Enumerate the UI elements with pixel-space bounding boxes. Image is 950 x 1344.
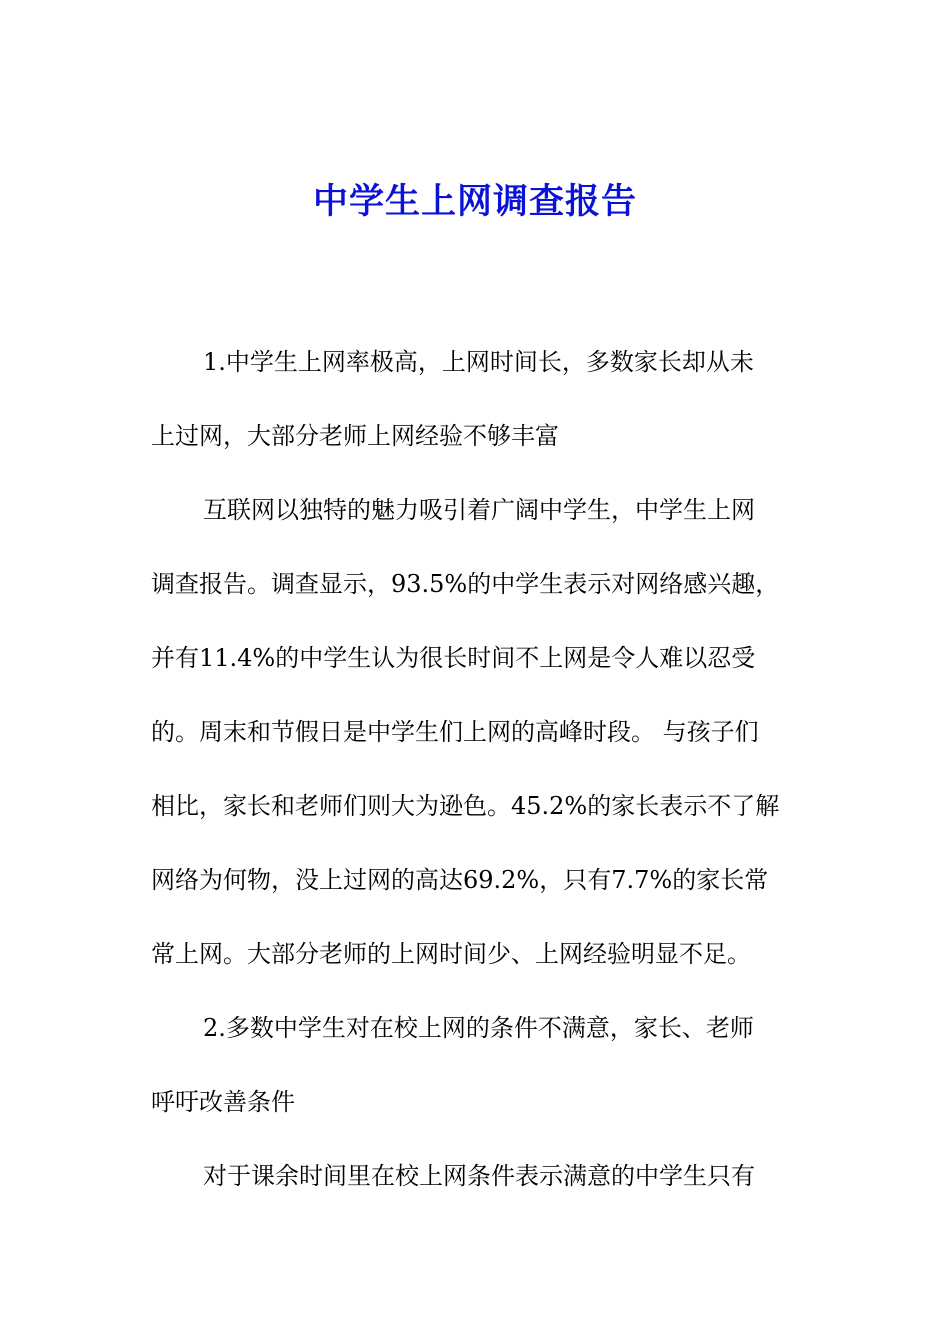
paragraph-line: 2.多数中学生对在校上网的条件不满意，家长、老师 — [203, 1014, 754, 1042]
paragraph-line: 网络为何物，没上过网的高达69.2%，只有7.7%的家长常 — [151, 866, 769, 894]
paragraph-line: 互联网以独特的魅力吸引着广阔中学生，中学生上网 — [203, 496, 755, 524]
paragraph-line: 的。周末和节假日是中学生们上网的高峰时段。 与孩子们 — [151, 718, 759, 746]
paragraph-line: 对于课余时间里在校上网条件表示满意的中学生只有 — [203, 1162, 755, 1190]
paragraph-line: 常上网。大部分老师的上网时间少、上网经验明显不足。 — [151, 940, 751, 968]
paragraph-line: 相比，家长和老师们则大为逊色。45.2%的家长表示不了解 — [151, 792, 780, 820]
paragraph-3 — [151, 991, 811, 1139]
paragraph-2 — [151, 473, 811, 991]
paragraph-line: 1.中学生上网率极高，上网时间长，多数家长却从未 — [203, 348, 754, 376]
document-body — [151, 325, 811, 1213]
paragraph-line: 并有11.4%的中学生认为很长时间不上网是令人难以忍受 — [151, 644, 756, 672]
document-title: 中学生上网调查报告 — [312, 181, 637, 222]
paragraph-line: 调查报告。调查显示，93.5%的中学生表示对网络感兴趣， — [151, 570, 780, 598]
paragraph-1 — [151, 325, 811, 473]
paragraph-4 — [151, 1139, 811, 1213]
paragraph-line: 呼吁改善条件 — [151, 1088, 295, 1116]
paragraph-line: 上过网，大部分老师上网经验不够丰富 — [151, 422, 559, 450]
